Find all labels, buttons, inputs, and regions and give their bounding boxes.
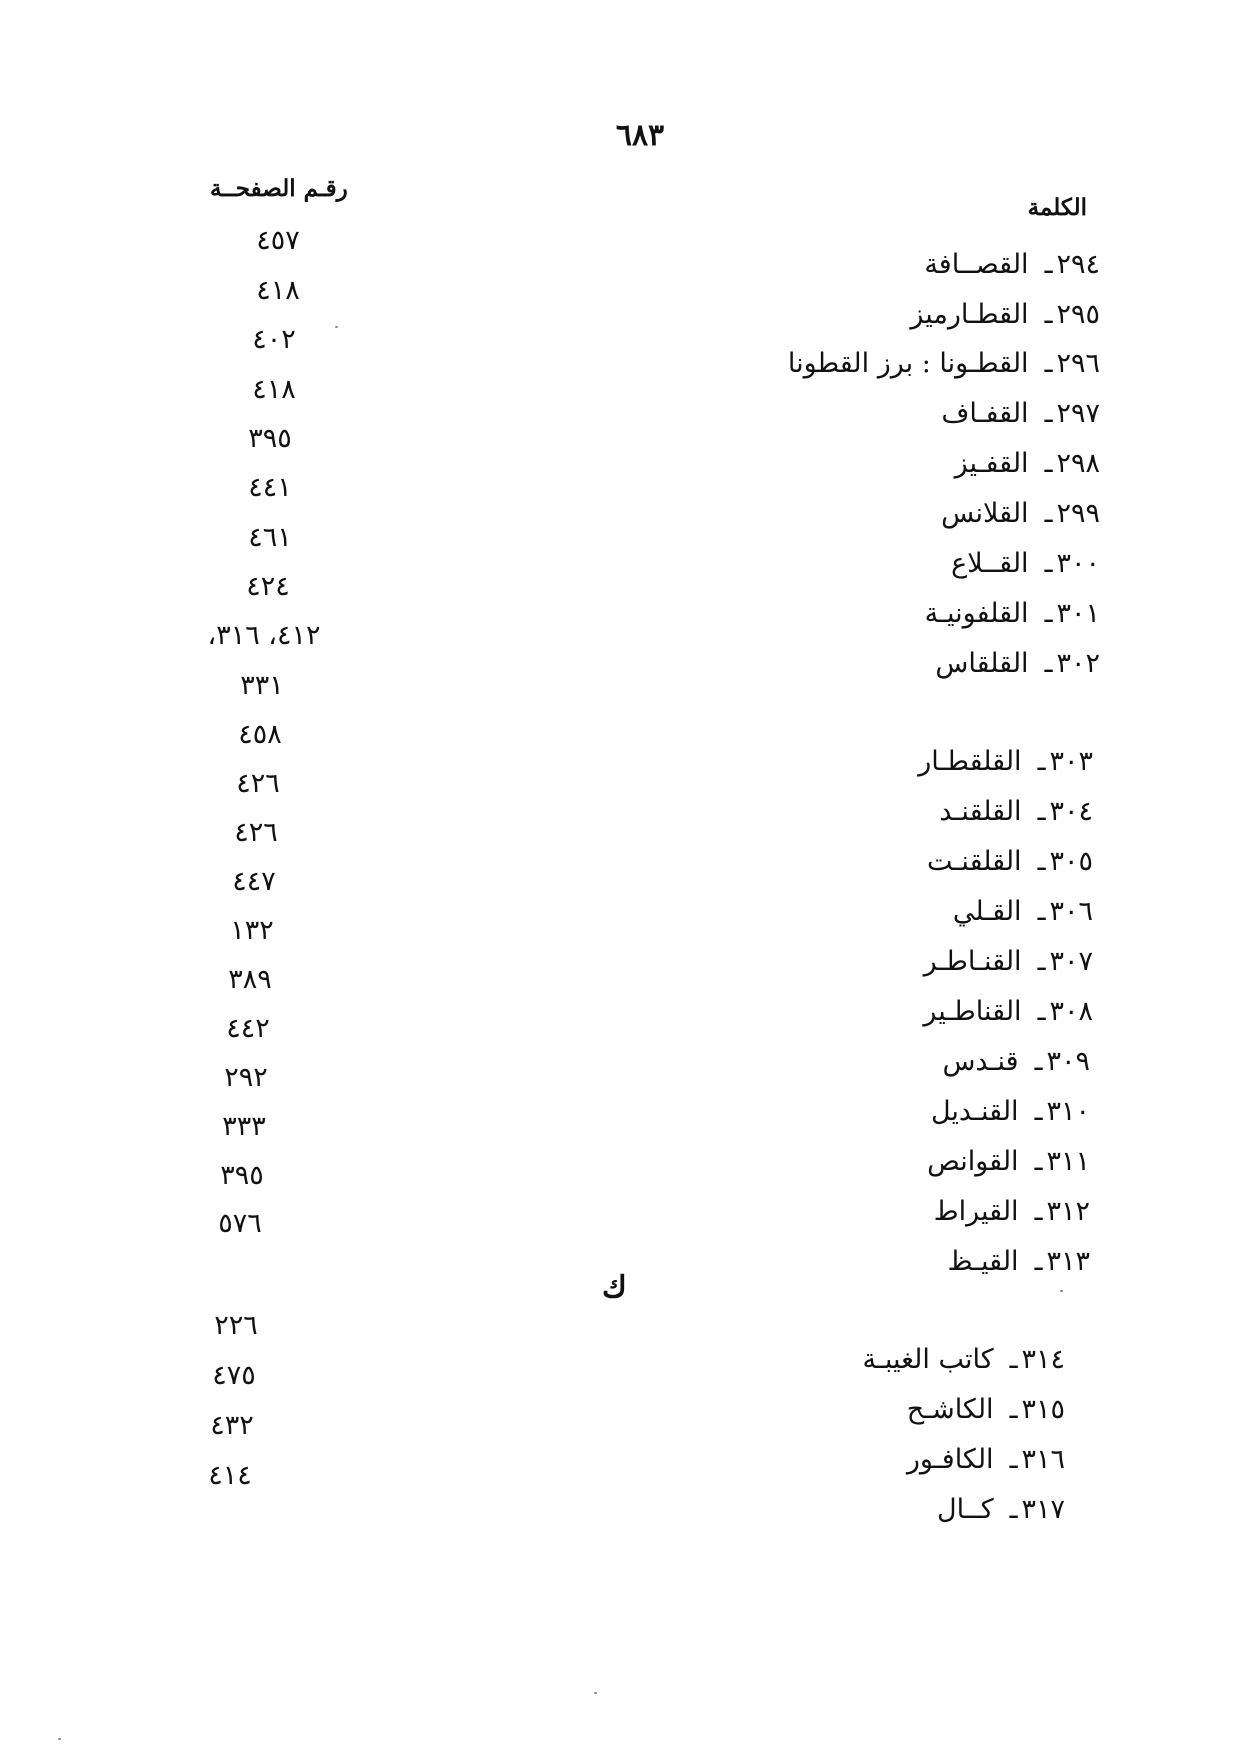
entry-word: القوانص xyxy=(927,1146,1019,1177)
entry-number: ٣١٤ xyxy=(1021,1344,1065,1375)
entry-dash: ـ xyxy=(1044,348,1053,379)
page-reference: ٣٣٣ xyxy=(222,1111,266,1142)
entry-word: القيـظ xyxy=(947,1246,1019,1277)
index-entry xyxy=(947,1246,1090,1277)
index-entry xyxy=(937,1494,1065,1525)
page-reference: ١٣٢ xyxy=(230,915,274,946)
entry-number: ٣١٠ xyxy=(1046,1096,1090,1127)
page-number-column-header: رقـم الصفحــة xyxy=(210,175,348,202)
page-reference: ٣٣١ xyxy=(240,670,284,701)
entry-word: القلقطـار xyxy=(918,746,1022,777)
entry-number: ٣١٢ xyxy=(1046,1196,1090,1227)
entry-word: كــال xyxy=(937,1494,994,1525)
page-reference: ٥٧٦ xyxy=(218,1208,262,1239)
page-reference: ٣٩٥ xyxy=(248,423,292,454)
entry-dash: ـ xyxy=(1037,996,1046,1027)
entry-word: القنـديل xyxy=(930,1096,1019,1127)
index-entry xyxy=(955,448,1100,479)
page-reference: ٤٧٥ xyxy=(212,1360,256,1391)
entry-dash: ـ xyxy=(1044,548,1053,579)
index-entry xyxy=(927,1146,1090,1177)
entry-dash: ـ xyxy=(1044,648,1053,679)
entry-word: القفـاف xyxy=(941,398,1029,429)
scan-speck xyxy=(1060,1290,1063,1292)
entry-dash: ـ xyxy=(1034,1246,1043,1277)
entry-dash: ـ xyxy=(1037,896,1046,927)
index-entry xyxy=(927,846,1093,877)
entry-dash: ـ xyxy=(1034,1146,1043,1177)
entry-number: ٣٠٩ xyxy=(1046,1046,1090,1077)
page-reference: ٣٨٩ xyxy=(228,964,272,995)
entry-number: ٢٩٩ xyxy=(1056,498,1100,529)
word-column-header: الكلمة xyxy=(1027,194,1087,221)
page-reference: ٢٩٢ xyxy=(224,1062,268,1093)
index-entry xyxy=(788,348,1100,379)
index-entry xyxy=(910,299,1100,330)
entry-word: القنـاطـر xyxy=(923,946,1022,977)
entry-number: ٢٩٧ xyxy=(1056,398,1100,429)
entry-dash: ـ xyxy=(1044,249,1053,280)
entry-dash: ـ xyxy=(1037,946,1046,977)
page-reference: ٤٠٢ xyxy=(252,324,296,355)
page-reference: ٢٢٦ xyxy=(214,1310,258,1341)
entry-dash: ـ xyxy=(1037,796,1046,827)
index-entry xyxy=(941,498,1100,529)
entry-word: الكافـور xyxy=(906,1444,994,1475)
page-number: ٦٨٣ xyxy=(615,118,665,153)
entry-number: ٣١٣ xyxy=(1046,1246,1090,1277)
page-reference: ٤٤٧ xyxy=(232,866,276,897)
entry-word: القصــافة xyxy=(924,249,1029,280)
page-reference: ٤٥٧ xyxy=(256,225,300,256)
entry-dash: ـ xyxy=(1037,846,1046,877)
entry-dash: ـ xyxy=(1034,1046,1043,1077)
scan-speck xyxy=(335,326,338,328)
entry-word: القطـارميز xyxy=(910,299,1029,330)
index-entry xyxy=(935,648,1100,679)
entry-word: القـلي xyxy=(952,896,1022,927)
page-reference: ٤٥٨ xyxy=(238,719,282,750)
section-letter: ك xyxy=(602,1270,627,1305)
entry-word: القلقنـد xyxy=(939,796,1022,827)
entry-number: ٣٠٦ xyxy=(1049,896,1093,927)
index-entry xyxy=(931,1096,1090,1127)
entry-number: ٣٠٣ xyxy=(1049,746,1093,777)
entry-word: القلانس xyxy=(941,498,1029,529)
index-entry xyxy=(918,746,1093,777)
entry-word: القناطـير xyxy=(923,996,1022,1027)
page-reference: ٤١٢، ٣١٦، xyxy=(207,620,321,651)
page-reference: ٤١٨ xyxy=(256,275,300,306)
entry-number: ٣١٥ xyxy=(1021,1394,1065,1425)
entry-number: ٣٠٨ xyxy=(1049,996,1093,1027)
entry-dash: ـ xyxy=(1009,1444,1018,1475)
entry-dash: ـ xyxy=(1034,1196,1043,1227)
page-reference: ٣٩٥ xyxy=(220,1160,264,1191)
entry-number: ٢٩٥ xyxy=(1056,299,1100,330)
index-entry xyxy=(924,249,1100,280)
entry-word: القلقاس xyxy=(935,648,1029,679)
entry-dash: ـ xyxy=(1044,448,1053,479)
entry-number: ٣٠٠ xyxy=(1056,548,1100,579)
entry-number: ٢٩٨ xyxy=(1056,448,1100,479)
index-entry xyxy=(953,896,1093,927)
index-entry xyxy=(942,1046,1090,1077)
page-reference: ٤٤١ xyxy=(248,472,292,503)
entry-dash: ـ xyxy=(1044,598,1053,629)
entry-word: القــلاع xyxy=(951,548,1029,579)
index-entry xyxy=(907,1394,1065,1425)
entry-word: القلقنـت xyxy=(927,846,1022,877)
index-entry xyxy=(934,1196,1090,1227)
page-reference: ٤١٨ xyxy=(252,374,296,405)
entry-dash: ـ xyxy=(1009,1494,1018,1525)
page-reference: ٤٢٦ xyxy=(234,817,278,848)
entry-word: القيراط xyxy=(933,1196,1019,1227)
entry-number: ٣١١ xyxy=(1046,1146,1090,1177)
entry-dash: ـ xyxy=(1034,1096,1043,1127)
index-entry xyxy=(907,1444,1065,1475)
entry-word: قنـدس xyxy=(942,1046,1019,1077)
entry-dash: ـ xyxy=(1044,498,1053,529)
index-entry xyxy=(924,946,1093,977)
index-entry xyxy=(939,796,1093,827)
entry-dash: ـ xyxy=(1044,299,1053,330)
entry-word: القطـونا : برز القطونا xyxy=(787,348,1029,379)
index-entry xyxy=(923,996,1093,1027)
scan-speck xyxy=(594,1692,597,1694)
entry-word: القلفونيـة xyxy=(924,598,1029,629)
entry-word: كاتب الغيبـة xyxy=(862,1344,994,1375)
page-reference: ٤٢٦ xyxy=(236,768,280,799)
entry-number: ٣٠٢ xyxy=(1056,648,1100,679)
page-reference: ٤٤٢ xyxy=(226,1013,270,1044)
page-reference: ٤٣٢ xyxy=(210,1410,254,1441)
entry-number: ٣٠١ xyxy=(1056,598,1100,629)
page-reference: ٤٦١ xyxy=(248,522,292,553)
entry-number: ٣٠٤ xyxy=(1049,796,1093,827)
scan-speck xyxy=(58,1738,61,1740)
entry-number: ٣١٦ xyxy=(1021,1444,1065,1475)
index-entry xyxy=(925,598,1100,629)
page-reference: ٤٢٤ xyxy=(246,571,290,602)
index-entry xyxy=(941,398,1100,429)
index-entry xyxy=(862,1344,1065,1375)
entry-number: ٣١٧ xyxy=(1021,1494,1065,1525)
entry-dash: ـ xyxy=(1037,746,1046,777)
entry-dash: ـ xyxy=(1044,398,1053,429)
entry-dash: ـ xyxy=(1009,1344,1018,1375)
entry-word: القفـيز xyxy=(954,448,1029,479)
entry-dash: ـ xyxy=(1009,1394,1018,1425)
page-reference: ٤١٤ xyxy=(208,1460,252,1491)
entry-number: ٢٩٤ xyxy=(1056,249,1100,280)
entry-word: الكاشـح xyxy=(906,1394,994,1425)
index-entry xyxy=(951,548,1100,579)
entry-number: ٣٠٥ xyxy=(1049,846,1093,877)
entry-number: ٢٩٦ xyxy=(1056,348,1100,379)
entry-number: ٣٠٧ xyxy=(1049,946,1093,977)
